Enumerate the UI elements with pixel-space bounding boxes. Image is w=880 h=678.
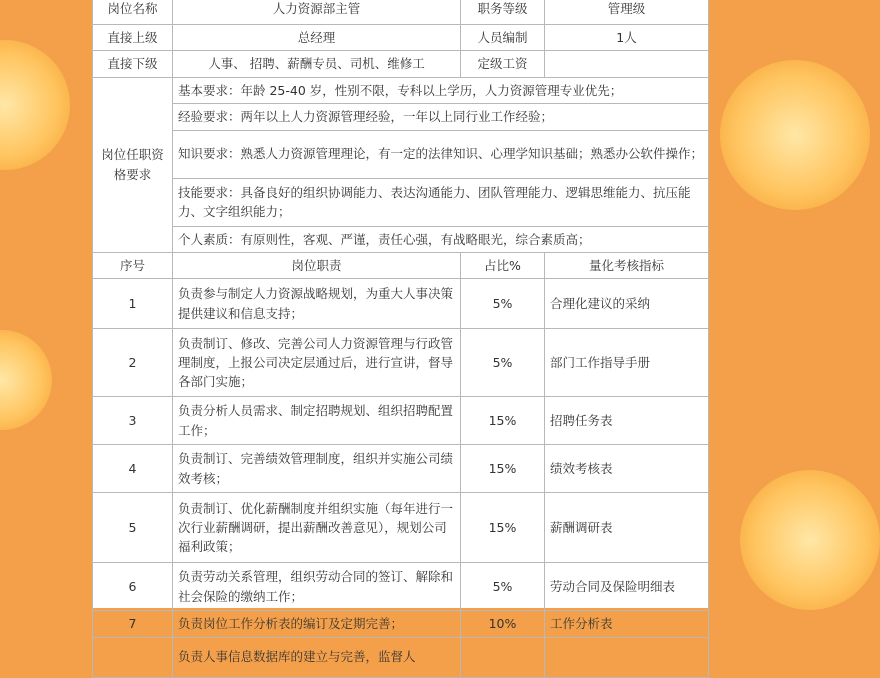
duty-ratio-cell: 5% [461, 563, 545, 611]
duty-row [93, 611, 709, 637]
qualification-row [93, 77, 709, 103]
header-value-cell: 人事、 招聘、薪酬专员、司机、维修工 [173, 51, 461, 77]
header-row [93, 25, 709, 51]
duty-row [93, 637, 709, 677]
duty-row [93, 493, 709, 563]
duty-kpi-cell [545, 637, 709, 677]
header-value-cell: 人力资源部主管 [173, 0, 461, 25]
duty-header-no: 序号 [93, 252, 173, 278]
header-row [93, 0, 709, 25]
table-body [93, 0, 709, 677]
header-value-cell: 管理级 [545, 0, 709, 25]
qualification-label-cell: 岗位任职资格要求 [93, 77, 173, 252]
duty-ratio-cell: 10% [461, 611, 545, 637]
orange-slice-decoration-top-left [0, 40, 70, 170]
header-label-cell: 定级工资 [461, 51, 545, 77]
orange-slice-decoration-bottom-right [740, 470, 880, 610]
duty-ratio-cell: 5% [461, 329, 545, 397]
duty-ratio-cell: 15% [461, 445, 545, 493]
duty-text-cell: 负责制订、修改、完善公司人力资源管理与行政管理制度，上报公司决定层通过后，进行宣讲，督导各部门实施； [173, 329, 461, 397]
duty-ratio-cell: 15% [461, 493, 545, 563]
duty-row [93, 329, 709, 397]
duty-text-cell: 负责参与制定人力资源战略规划，为重大人事决策提供建议和信息支持； [173, 279, 461, 329]
qualification-item: 个人素质：有原则性，客观、严谨，责任心强，有战略眼光，综合素质高； [173, 226, 709, 252]
duty-kpi-cell: 绩效考核表 [545, 445, 709, 493]
header-value-cell: 1人 [545, 25, 709, 51]
duty-header-ratio: 占比% [461, 252, 545, 278]
qualification-item: 经验要求：两年以上人力资源管理经验，一年以上同行业工作经验； [173, 104, 709, 130]
qualification-row [93, 104, 709, 130]
duty-no-cell: 2 [93, 329, 173, 397]
duty-row [93, 397, 709, 445]
duty-kpi-cell: 部门工作指导手册 [545, 329, 709, 397]
duty-no-cell: 4 [93, 445, 173, 493]
duty-header-kpi: 量化考核指标 [545, 252, 709, 278]
duty-row [93, 279, 709, 329]
duty-text-cell: 负责人事信息数据库的建立与完善，监督人 [173, 637, 461, 677]
qualification-row [93, 178, 709, 226]
qualification-row [93, 130, 709, 178]
duty-text-cell: 负责制订、完善绩效管理制度，组织并实施公司绩效考核； [173, 445, 461, 493]
duty-kpi-cell: 工作分析表 [545, 611, 709, 637]
duty-no-cell: 3 [93, 397, 173, 445]
duty-kpi-cell: 劳动合同及保险明细表 [545, 563, 709, 611]
duty-kpi-cell: 薪酬调研表 [545, 493, 709, 563]
orange-slice-decoration-top-right [720, 60, 870, 210]
duty-text-cell: 负责分析人员需求、制定招聘规划、组织招聘配置工作； [173, 397, 461, 445]
duty-no-cell: 1 [93, 279, 173, 329]
duty-kpi-cell: 招聘任务表 [545, 397, 709, 445]
duty-ratio-cell: 15% [461, 397, 545, 445]
header-value-cell [545, 51, 709, 77]
header-label-cell: 直接上级 [93, 25, 173, 51]
duty-text-cell: 负责劳动关系管理，组织劳动合同的签订、解除和社会保险的缴纳工作； [173, 563, 461, 611]
duty-ratio-cell: 5% [461, 279, 545, 329]
duty-no-cell: 5 [93, 493, 173, 563]
job-description-table [92, 0, 709, 678]
qualification-item: 知识要求：熟悉人力资源管理理论，有一定的法律知识、心理学知识基础；熟悉办公软件操作； [173, 130, 709, 178]
header-label-cell: 直接下级 [93, 51, 173, 77]
header-label-cell: 人员编制 [461, 25, 545, 51]
duty-text-cell: 负责岗位工作分析表的编订及定期完善； [173, 611, 461, 637]
qualification-item: 技能要求：具备良好的组织协调能力、表达沟通能力、团队管理能力、逻辑思维能力、抗压能力、文字组织能力； [173, 178, 709, 226]
qualification-item: 基本要求：年龄 25-40 岁，性别不限，专科以上学历，人力资源管理专业优先； [173, 77, 709, 103]
duty-no-cell: 7 [93, 611, 173, 637]
duty-header-row [93, 252, 709, 278]
duty-header-duty: 岗位职责 [173, 252, 461, 278]
duty-text-cell: 负责制订、优化薪酬制度并组织实施（每年进行一次行业薪酬调研，提出薪酬改善意见），规划公司福利政策； [173, 493, 461, 563]
job-description-document [92, 0, 708, 665]
header-row [93, 51, 709, 77]
duty-no-cell: 6 [93, 563, 173, 611]
header-label-cell: 岗位名称 [93, 0, 173, 25]
duty-no-cell [93, 637, 173, 677]
duty-row [93, 445, 709, 493]
orange-slice-decoration-left [0, 330, 52, 430]
qualification-row [93, 226, 709, 252]
header-label-cell: 职务等级 [461, 0, 545, 25]
header-value-cell: 总经理 [173, 25, 461, 51]
duty-kpi-cell: 合理化建议的采纳 [545, 279, 709, 329]
duty-ratio-cell [461, 637, 545, 677]
duty-row [93, 563, 709, 611]
